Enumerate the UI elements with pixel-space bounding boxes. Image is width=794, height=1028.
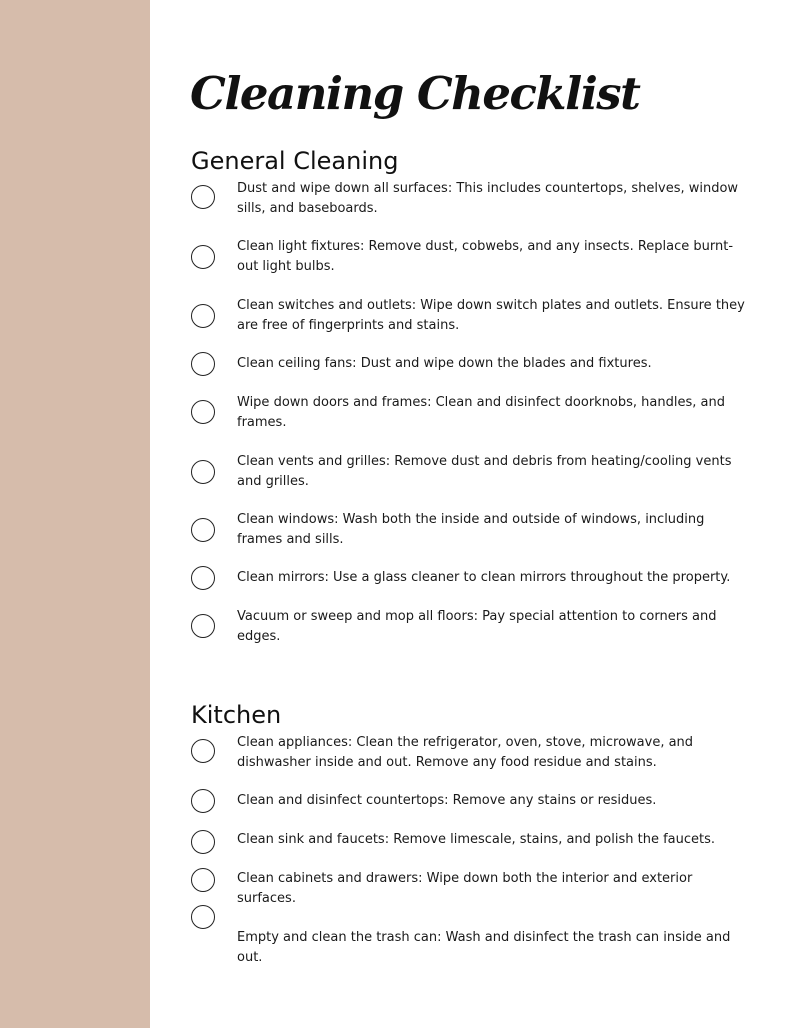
checkbox-general-9[interactable] <box>191 614 215 638</box>
checkbox-general-3[interactable] <box>191 304 215 328</box>
section-heading-general-cleaning: General Cleaning <box>191 147 399 175</box>
checkbox-kitchen-5[interactable] <box>191 905 215 929</box>
checkbox-kitchen-1[interactable] <box>191 739 215 763</box>
checkbox-general-8[interactable] <box>191 566 215 590</box>
checklist-item-text: Clean windows: Wash both the inside and outside of windows, including frames and sills. <box>237 512 705 547</box>
checklist-item-text: Clean sink and faucets: Remove limescale, stains, and polish the faucets. <box>237 832 716 847</box>
checkbox-general-5[interactable] <box>191 400 215 424</box>
decorative-side-band <box>0 0 150 1028</box>
checklist-item-text: Clean and disinfect countertops: Remove any stains or residues. <box>237 793 657 808</box>
checklist-item-text: Wipe down doors and frames: Clean and disinfect doorknobs, handles, and frames. <box>237 395 725 430</box>
checkbox-kitchen-4[interactable] <box>191 868 215 892</box>
checkbox-kitchen-2[interactable] <box>191 789 215 813</box>
checklist-item-text: Clean light fixtures: Remove dust, cobwebs, and any insects. Replace burnt-out light bulbs. <box>237 239 734 274</box>
checklist-item-text: Clean cabinets and drawers: Wipe down both the interior and exterior surfaces. <box>237 871 693 906</box>
checkbox-general-7[interactable] <box>191 518 215 542</box>
section-heading-kitchen: Kitchen <box>191 701 282 729</box>
checklist-item-text: Clean ceiling fans: Dust and wipe down the blades and fixtures. <box>237 356 652 371</box>
checklist-item-text: Clean switches and outlets: Wipe down switch plates and outlets. Ensure they are free of fingerprints and stains. <box>237 298 745 333</box>
checkbox-general-6[interactable] <box>191 460 215 484</box>
checklist-item-text: Dust and wipe down all surfaces: This includes countertops, shelves, window sills, and baseboards. <box>237 181 739 216</box>
checklist-item-text: Clean appliances: Clean the refrigerator, oven, stove, microwave, and dishwasher inside and out. Remove any food residue and stains. <box>237 735 694 770</box>
checklist-item-text: Vacuum or sweep and mop all floors: Pay special attention to corners and edges. <box>237 609 717 644</box>
checklist-item-text: Clean vents and grilles: Remove dust and debris from heating/cooling vents and grilles. <box>237 454 732 489</box>
checkbox-general-2[interactable] <box>191 245 215 269</box>
checklist-item-text: Clean mirrors: Use a glass cleaner to clean mirrors throughout the property. <box>237 570 731 585</box>
page-title: Cleaning Checklist <box>190 67 640 120</box>
checkbox-kitchen-3[interactable] <box>191 830 215 854</box>
checkbox-general-1[interactable] <box>191 185 215 209</box>
checkbox-general-4[interactable] <box>191 352 215 376</box>
checklist-item-text: Empty and clean the trash can: Wash and disinfect the trash can inside and out. <box>237 930 731 965</box>
